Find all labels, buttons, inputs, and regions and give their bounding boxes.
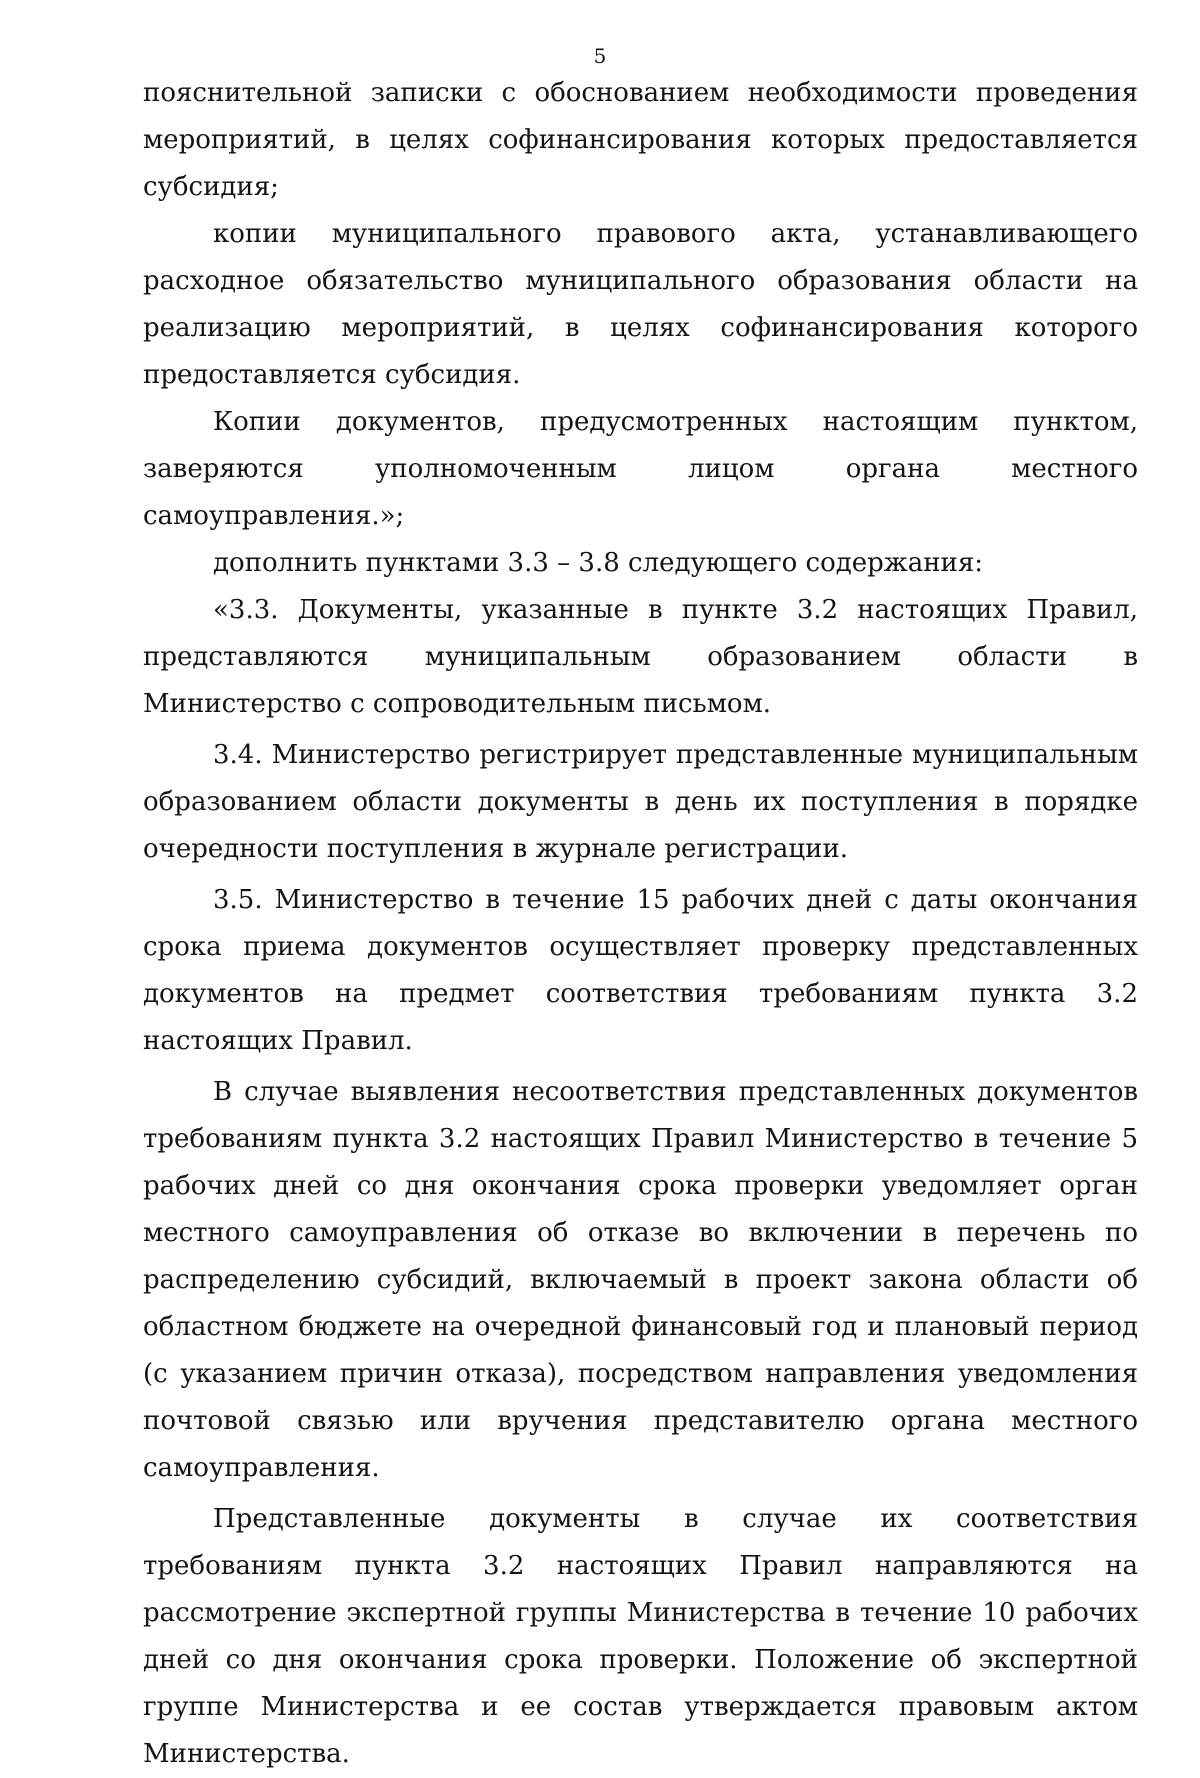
- paragraph-3-4: 3.4. Министерство регистрирует представленные муниципальным образованием области документы в день их поступления в порядке очередности поступления в журнале регистрации.: [143, 740, 1138, 864]
- page-number: 5: [593, 44, 607, 68]
- paragraph-3-3: «3.3. Документы, указанные в пункте 3.2 настоящих Правил, представляются муниципальным образованием области в Министерство с сопроводительным письмом.: [143, 595, 1138, 719]
- paragraph-add-items: дополнить пунктами 3.3 – 3.8 следующего содержания:: [213, 548, 984, 578]
- paragraph-nonconformity: В случае выявления несоответствия представленных документов требованиям пункта 3.2 настоящих Правил Министерство в течение 5 рабочих дней со дня окончания срока проверки уведомляет орган местного самоуправления об отказе во включении в перечень по распределению субсидий, включаемый в проект закона области об областном бюджете на очередной финансовый год и плановый период (с указанием причин отказа), посредством направления уведомления почтовой связью или вручения представителю органа местного самоуправления.: [143, 1077, 1138, 1483]
- paragraph-expert-group: Представленные документы в случае их соответствия требованиям пункта 3.2 настоящих Правил направляются на рассмотрение экспертной группы Министерства в течение 10 рабочих дней со дня окончания срока проверки. Положение об экспертной группе Министерства и ее состав утверждается правовым актом Министерства.: [143, 1504, 1138, 1769]
- document-body: [143, 70, 1138, 1778]
- paragraph-3-5: 3.5. Министерство в течение 15 рабочих дней с даты окончания срока приема документов осуществляет проверку представленных документов на предмет соответствия требованиям пункта 3.2 настоящих Правил.: [143, 885, 1138, 1056]
- paragraph-explanatory-note: пояснительной записки с обоснованием необходимости проведения мероприятий, в целях софинансирования которых предоставляется субсидия;: [143, 78, 1138, 202]
- paragraph-municipal-act-copy: копии муниципального правового акта, устанавливающего расходное обязательство муниципального образования области на реализацию мероприятий, в целях софинансирования которого предоставляется субсидия.: [143, 219, 1138, 390]
- paragraph-document-certification: Копии документов, предусмотренных настоящим пунктом, заверяются уполномоченным лицом органа местного самоуправления.»;: [143, 407, 1138, 531]
